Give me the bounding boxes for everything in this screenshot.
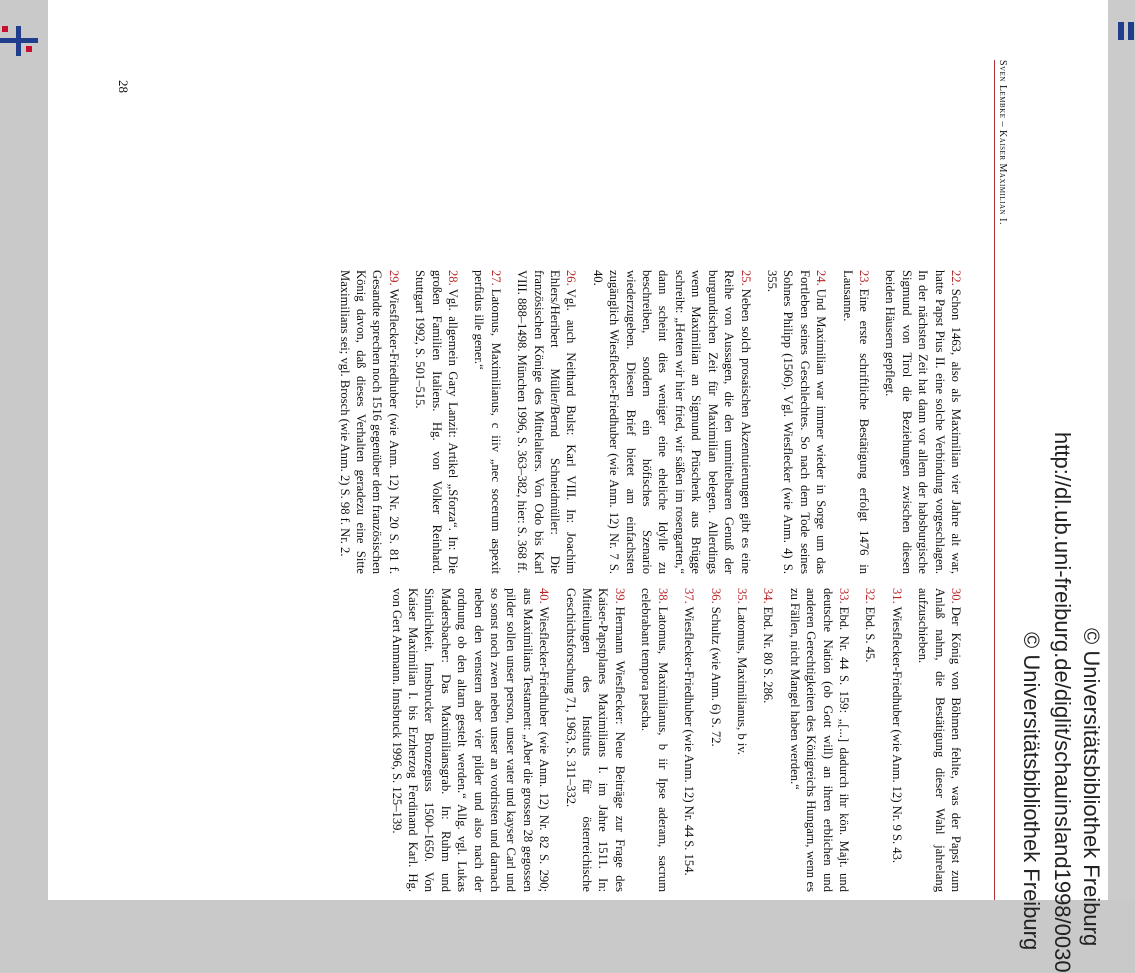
footnote	[839, 270, 872, 574]
footnote-number: 33.	[836, 588, 851, 604]
footnote-number: 30.	[949, 588, 963, 604]
footnote-text: Schon 1463, also als Maximilian vier Jahre alt war, hatte Papst Pius II. eine solche Verbindung vorgeschlagen. In der nächsten Zeit hat dann vor allem der habsburgische Sigmund von Tirol die Beziehungen zwischen diesen beiden Häusern gepflegt.	[883, 270, 963, 574]
footnote	[388, 588, 552, 892]
footnote-number: 35.	[734, 588, 749, 604]
footnote-number: 22.	[949, 270, 963, 286]
footnote-text: Wiesflecker-Friedhuber (wie Anm. 12) Nr. 44 S. 154.	[682, 606, 697, 876]
footnote	[786, 588, 852, 892]
footnote-number: 31.	[889, 588, 904, 604]
footnote	[336, 270, 402, 574]
footnote-number: 36.	[708, 588, 723, 604]
rotated-page-content	[188, 60, 1008, 900]
university-logo-icon-right	[1118, 22, 1134, 44]
right-margin	[1108, 0, 1135, 900]
footnote	[589, 270, 753, 574]
footnote-text: Vgl. allgemein Gary Lanzit: Artikel „Sforza“. In: Die großen Familien Italiens. Hg. von Volker Reinhard. Stuttgart 1992, S. 501–515.	[413, 270, 461, 574]
footnote-text: Ebd. Nr. 80 S. 286.	[761, 606, 776, 704]
footnote	[562, 588, 628, 892]
footnote-number: 40.	[537, 588, 552, 604]
footnote-text: Eine erste schriftliche Bestätigung erfolgt 1476 in Lausanne.	[840, 270, 871, 574]
footnote-number: 23.	[856, 270, 871, 286]
footnote-text: Der König von Böhmen fehlte, was der Papst zum Anlaß nahm, die Bestätigung dieser Wahl jahrelang aufzuschieben.	[916, 588, 963, 892]
footnote-number: 32.	[863, 588, 878, 604]
footnote-number: 28.	[446, 270, 461, 286]
sidebar-copyright: © Universitätsbibliothek Freiburg	[1019, 632, 1044, 951]
running-header: Sven Lembke – Kaiser Maximilian I.	[994, 60, 1008, 900]
footnote-text: Ebd. Nr. 44 S. 159: „[...] dadurch ihr kön. Majt. und deutsche Nation (ob Gott will) an ihren erblichen und anderen Gerechtigkeiten des Königreichs Hungarn, wenn es zu Fällen, nicht Mangel haben werden.“	[787, 588, 851, 892]
sidebar-url[interactable]: http://dl.ub.uni-freiburg.de/diglit/schauinsland1998/0030	[1050, 432, 1075, 973]
footnote-text: Latomus, Maximilianus, c iiiv „nec socerum aspexit perfidus ille gener.“	[472, 270, 503, 574]
sidebar-copyright-top: © Universitätsbibliothek Freiburg	[1079, 628, 1104, 947]
footnote	[514, 270, 580, 574]
footnote-number: 29.	[386, 270, 401, 286]
footnotes-column-right	[378, 588, 964, 892]
footnote-number: 37.	[682, 588, 697, 604]
footnote-number: 27.	[488, 270, 503, 286]
footnote-text: Vgl. auch Neithard Bulst: Karl VIII. In: Joachim Ehlers/Heribert Müller/Bernd Schneidmüller: Die französischen Könige des Mittelalters. Von Odo bis Karl VIII. 888–1498. München 1996, S. 363–382, hier: S. 368 ff.	[515, 270, 579, 574]
footnote-number: 38.	[655, 588, 670, 604]
footnote-text: Latomus, Maximilianus, b iv.	[734, 606, 749, 755]
footnote	[888, 588, 904, 892]
footnote-text: Hermann Wiesflecker: Neue Beiträge zur Frage des Kaiser-Papstplanes Maximilians I. im Jahre 1511. In: Mitteilungen des Instituts für österreichische Geschichtsforschung 71, 1963, S. 311–332.	[563, 588, 627, 892]
footnote	[734, 588, 750, 892]
footnote-text: Latomus, Maximilianus, b iir Ipse aderam, sacrum celebrabant tempora pascha.	[639, 588, 670, 892]
footnote-number: 39.	[612, 588, 627, 604]
university-logo-icon	[0, 24, 40, 58]
footnote-text: Wiesflecker-Friedhuber (wie Anm. 12) Nr. 20 S. 81 f. Gesandte sprechen noch 1516 gegenüber dem französischen König davon, daß dieses Verhalten geradezu eine Sitte Maximilians sei; vgl. Brosch (wie Anm. 2) S. 98 f. Nr. 2.	[337, 270, 401, 574]
page-number: 28	[116, 80, 131, 93]
footnote-number: 25.	[738, 270, 753, 286]
footnote	[681, 588, 697, 892]
footnote	[471, 270, 504, 574]
footnote	[412, 270, 461, 574]
footnote-text: Schultz (wie Anm. 6) S. 72.	[708, 606, 723, 747]
footnote	[882, 270, 964, 574]
footnote	[764, 270, 830, 574]
footnote	[760, 588, 776, 892]
footnote-number: 34.	[761, 588, 776, 604]
footnote	[862, 588, 878, 892]
footnote	[707, 588, 723, 892]
footnote-text: Wiesflecker-Friedhuber (wie Anm. 12) Nr. 9 S. 43.	[889, 606, 904, 864]
footnote-text: Wiesflecker-Friedhuber (wie Anm. 12) Nr. 82 S. 290; aus Maximilians Testament: „Aber die grossen 28 gegossen pilder sollen unser person, unser vater und kayser Carl und so sonst noch zwen neben unser an vordristen und darnach neben den venstern aber vier pilder und also nach der ordnung ob den altarn gestelt werden.“ Allg. vgl. Lukas Madersbacher: Das Maximiliansgrab. In: Ruhm und Sinnlichkeit. Innsbrucker Bronzeguss 1500–1650. Von Kaiser Maximilian I. bis Erzherzog Ferdinand Karl. Hg. von Gert Ammann. Innsbruck 1996, S. 125–139.	[389, 588, 552, 892]
footnote-text: Neben solch prosaischen Akzentuierungen gibt es eine Reihe von Aussagen, die den unmittelbaren Genuß der burgundischen Zeit für Maximilian belegen. Allerdings wenn Maximilian an Sigmund Prüschenk aus Brügge schreibt: „Hetten wir hier fried, wir säßen im rosengarten,“ dann scheint dies weniger eine eheliche Idylle zu beschreiben, sondern ein höfisches Szenario wiederzugeben. Diesen Brief bietet am einfachsten zugänglich Wiesflecker-Friedhuber (wie Anm. 12) Nr. 7 S. 40.	[590, 270, 753, 574]
footnote	[915, 588, 964, 892]
footnote	[638, 588, 671, 892]
footnote-text: Ebd. S. 45.	[863, 606, 878, 663]
footnote-number: 26.	[564, 270, 579, 286]
footnote-text: Und Maximilian war immer wieder in Sorge um das Fortleben seines Geschlechtes. So nach dem Tode seines Sohnes Philipp (1506). Vgl. Wiesflecker (wie Anm. 4) S. 355.	[764, 270, 829, 574]
left-margin	[0, 0, 48, 900]
footnotes-column-left	[326, 270, 964, 574]
footnote-number: 24.	[814, 270, 829, 286]
